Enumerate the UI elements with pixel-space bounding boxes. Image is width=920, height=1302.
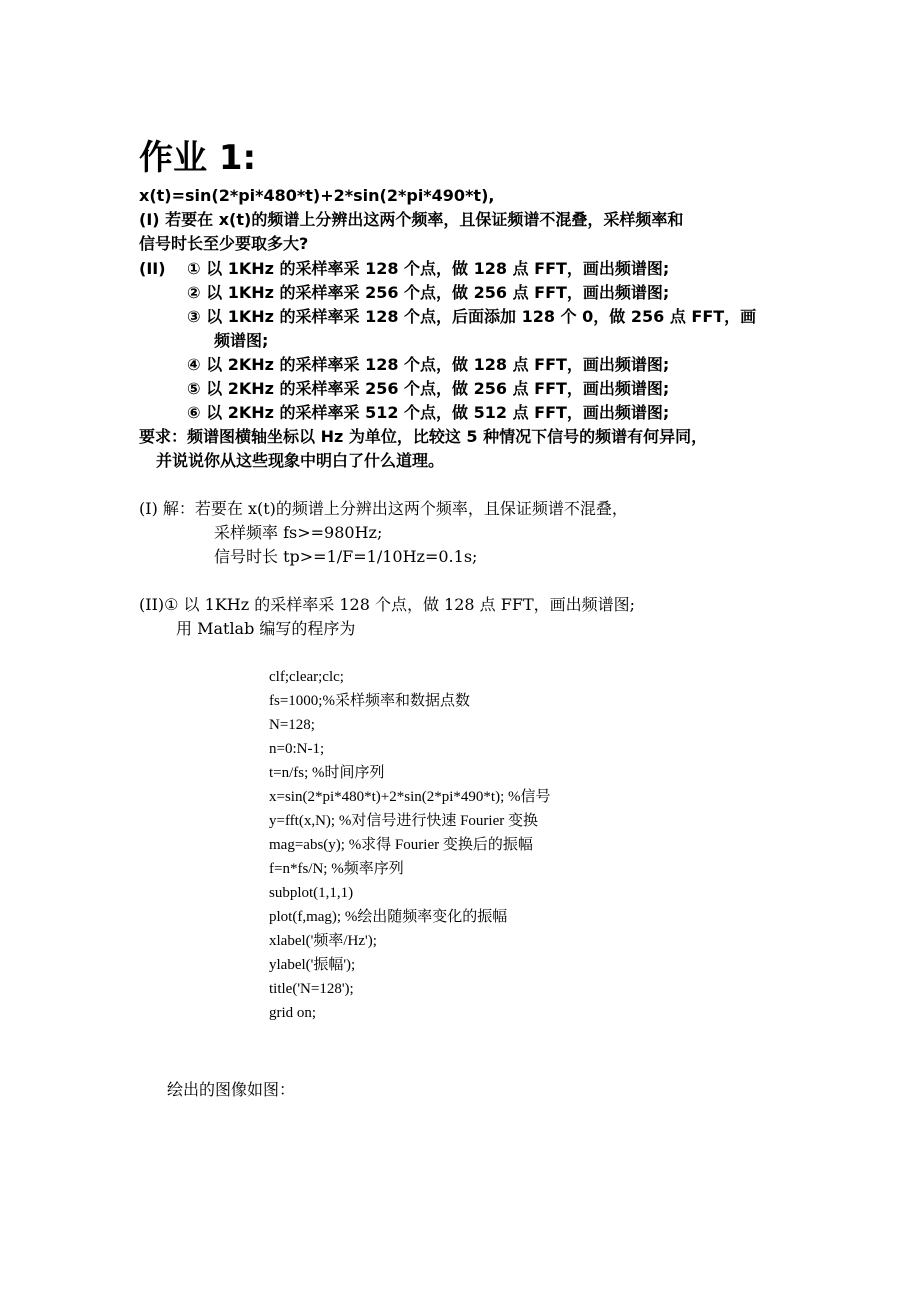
question-2-label: (II) [139,259,166,278]
figure-caption: 绘出的图像如图： [167,1080,296,1099]
page-title: 作业 1: [139,138,257,178]
question-2-item: ⑤ 以 2KHz 的采样率采 256 个点，做 256 点 FFT，画出频谱图; [187,379,670,398]
solution-2-line-1: (II)① 以 1KHz 的采样率采 128 个点，做 128 点 FFT，画出频谱图; [139,595,636,614]
code-line: t=n/fs; %时间序列 [269,765,385,781]
code-line: mag=abs(y); %求得 Fourier 变换后的振幅 [269,837,533,853]
solution-2-line-2: 用 Matlab 编写的程序为 [176,619,356,638]
code-line: fs=1000;%采样频率和数据点数 [269,693,470,709]
code-line: xlabel('频率/Hz'); [269,933,377,949]
question-2-item-continuation: 频谱图; [214,331,269,350]
question-2-item: ④ 以 2KHz 的采样率采 128 个点，做 128 点 FFT，画出频谱图; [187,355,670,374]
code-line: n=0:N-1; [269,741,325,757]
solution-1-line-3: 信号时长 tp>=1/F=1/10Hz=0.1s; [214,547,478,566]
question-2-item: ③ 以 1KHz 的采样率采 128 个点，后面添加 128 个 0，做 256 点 FFT，画 [187,307,757,326]
solution-1-line-1: (I) 解：若要在 x(t)的频谱上分辨出这两个频率，且保证频谱不混叠， [139,499,628,518]
code-line: x=sin(2*pi*480*t)+2*sin(2*pi*490*t); %信号 [269,789,551,805]
requirement-line-1: 要求：频谱图横轴坐标以 Hz 为单位，比较这 5 种情况下信号的频谱有何异同， [139,427,708,446]
code-line: clf;clear;clc; [269,669,344,685]
requirement-line-2: 并说说你从这些现象中明白了什么道理。 [156,451,445,470]
question-2-item: ① 以 1KHz 的采样率采 128 个点，做 128 点 FFT，画出频谱图; [187,259,670,278]
code-line: grid on; [269,1005,317,1021]
code-line: N=128; [269,717,315,733]
question-1-line-2: 信号时长至少要取多大? [139,234,309,253]
question-2-item: ② 以 1KHz 的采样率采 256 个点，做 256 点 FFT，画出频谱图; [187,283,670,302]
code-line: y=fft(x,N); %对信号进行快速 Fourier 变换 [269,813,538,829]
code-line: f=n*fs/N; %频率序列 [269,861,404,877]
signal-formula: x(t)=sin(2*pi*480*t)+2*sin(2*pi*490*t), [139,186,495,205]
code-line: title('N=128'); [269,981,354,997]
code-line: ylabel('振幅'); [269,957,356,973]
code-line: subplot(1,1,1) [269,885,354,901]
question-1-line-1: (I) 若要在 x(t)的频谱上分辨出这两个频率，且保证频谱不混叠，采样频率和 [139,210,684,229]
solution-1-line-2: 采样频率 fs>=980Hz; [214,523,383,542]
question-2-item: ⑥ 以 2KHz 的采样率采 512 个点，做 512 点 FFT，画出频谱图; [187,403,670,422]
code-line: plot(f,mag); %绘出随频率变化的振幅 [269,909,508,925]
